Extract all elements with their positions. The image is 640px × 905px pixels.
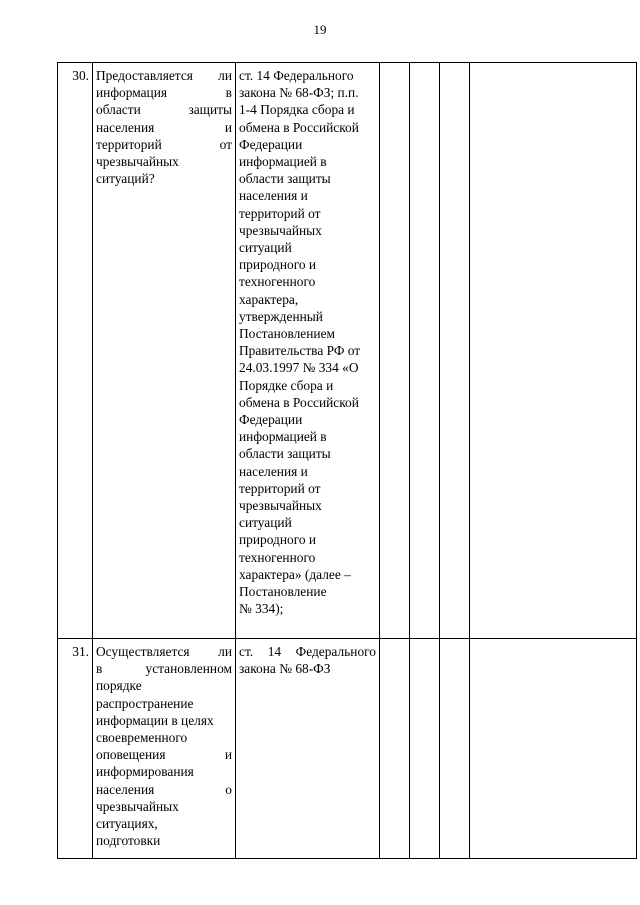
text-word: информация bbox=[96, 85, 168, 101]
text-word: от bbox=[219, 136, 232, 152]
text-word: чрезвычайных bbox=[96, 798, 179, 814]
text-word: подготовки bbox=[96, 833, 161, 849]
text-line: области защиты bbox=[239, 446, 331, 462]
text-word: оповещения bbox=[96, 747, 166, 763]
text-word: ситуациях, bbox=[96, 816, 158, 832]
text-word: и bbox=[224, 119, 232, 135]
text-line: обмена в Российской bbox=[239, 394, 359, 410]
question-cell bbox=[93, 63, 236, 639]
text-line: № 334); bbox=[239, 601, 284, 617]
text-line bbox=[96, 746, 232, 763]
text-line: ситуаций bbox=[239, 240, 292, 256]
text-line bbox=[239, 643, 376, 660]
text-line bbox=[96, 798, 232, 815]
text-line: Постановлением bbox=[239, 326, 335, 342]
text-line: территорий от bbox=[239, 480, 321, 496]
row-number: 30. bbox=[58, 63, 93, 639]
text-line: обмена в Российской bbox=[239, 119, 359, 135]
text-word: информации в целях bbox=[96, 712, 214, 728]
answer-no-cell bbox=[410, 63, 440, 639]
text-line bbox=[96, 763, 232, 780]
row-number: 31. bbox=[58, 639, 93, 859]
text-word: населения bbox=[96, 119, 155, 135]
text-word: ст. bbox=[239, 644, 254, 659]
text-line: информацией в bbox=[239, 429, 327, 445]
notes-cell bbox=[470, 639, 637, 859]
text-word: области bbox=[96, 102, 141, 118]
text-line: характера, bbox=[239, 291, 299, 307]
text-line bbox=[96, 712, 232, 729]
text-line: ст. 14 Федерального bbox=[239, 68, 354, 83]
text-word: населения bbox=[96, 781, 155, 797]
text-word: ли bbox=[218, 644, 232, 659]
legal-reference-cell bbox=[236, 63, 380, 639]
text-line: характера» (далее – bbox=[239, 566, 351, 582]
text-line: территорий от bbox=[239, 205, 321, 221]
text-word: в bbox=[96, 661, 103, 677]
text-line: Постановление bbox=[239, 584, 327, 600]
question-cell bbox=[93, 639, 236, 859]
text-line: населения и bbox=[239, 188, 308, 204]
text-word: распространение bbox=[96, 695, 194, 711]
text-line bbox=[96, 119, 232, 136]
text-word: ситуаций? bbox=[96, 171, 155, 187]
text-word: закона № 68-ФЗ bbox=[239, 661, 331, 677]
text-word: в bbox=[225, 85, 232, 101]
not-applicable-cell bbox=[440, 63, 470, 639]
table-row bbox=[58, 639, 637, 859]
text-line bbox=[96, 643, 232, 660]
text-line bbox=[96, 781, 232, 798]
text-word: порядке bbox=[96, 678, 142, 694]
answer-yes-cell bbox=[380, 63, 410, 639]
text-line: природного и bbox=[239, 532, 317, 548]
answer-yes-cell bbox=[380, 639, 410, 859]
text-word: Федерального bbox=[295, 644, 376, 659]
table-row bbox=[58, 63, 637, 639]
notes-cell bbox=[470, 63, 637, 639]
checklist-table bbox=[57, 62, 637, 859]
text-word: о bbox=[225, 781, 232, 797]
legal-reference-cell bbox=[236, 639, 380, 859]
text-line: утвержденный bbox=[239, 308, 323, 324]
text-line: природного и bbox=[239, 257, 317, 273]
text-line bbox=[96, 170, 232, 187]
text-word: защиты bbox=[188, 102, 232, 118]
text-line bbox=[96, 815, 232, 832]
text-line: Правительства РФ от bbox=[239, 343, 361, 359]
text-line: чрезвычайных bbox=[239, 498, 322, 514]
text-word: и bbox=[224, 747, 232, 763]
text-line: Федерации bbox=[239, 412, 303, 428]
text-word: территорий bbox=[96, 136, 162, 152]
text-word: чрезвычайных bbox=[96, 154, 179, 170]
text-line bbox=[239, 660, 376, 677]
text-line: закона № 68-ФЗ; п.п. bbox=[239, 85, 359, 101]
text-line bbox=[96, 136, 232, 153]
text-word: ли bbox=[218, 68, 232, 83]
text-word: Предоставляется bbox=[96, 68, 193, 83]
text-line: техногенного bbox=[239, 274, 316, 290]
text-line: чрезвычайных bbox=[239, 222, 322, 238]
text-line bbox=[96, 677, 232, 694]
text-line bbox=[96, 101, 232, 118]
text-line: области защиты bbox=[239, 171, 331, 187]
answer-no-cell bbox=[410, 639, 440, 859]
text-line: 1-4 Порядка сбора и bbox=[239, 102, 355, 118]
text-line bbox=[96, 153, 232, 170]
text-word: установленном bbox=[145, 661, 232, 677]
text-word: 14 bbox=[267, 644, 282, 659]
text-line bbox=[96, 67, 232, 84]
text-word: своевременного bbox=[96, 730, 188, 746]
page-number: 19 bbox=[313, 22, 327, 37]
text-line bbox=[96, 729, 232, 746]
text-line: населения и bbox=[239, 463, 308, 479]
text-line: ситуаций bbox=[239, 515, 292, 531]
text-line bbox=[96, 660, 232, 677]
text-line: информацией в bbox=[239, 154, 327, 170]
text-line bbox=[96, 832, 232, 849]
text-line bbox=[96, 84, 232, 101]
text-word: Осуществляется bbox=[96, 644, 190, 659]
text-line: Порядке сбора и bbox=[239, 377, 334, 393]
text-line: техногенного bbox=[239, 549, 316, 565]
text-line bbox=[96, 695, 232, 712]
not-applicable-cell bbox=[440, 639, 470, 859]
text-word: информирования bbox=[96, 764, 194, 780]
text-line: 24.03.1997 № 334 «О bbox=[239, 360, 359, 376]
text-line: Федерации bbox=[239, 136, 303, 152]
